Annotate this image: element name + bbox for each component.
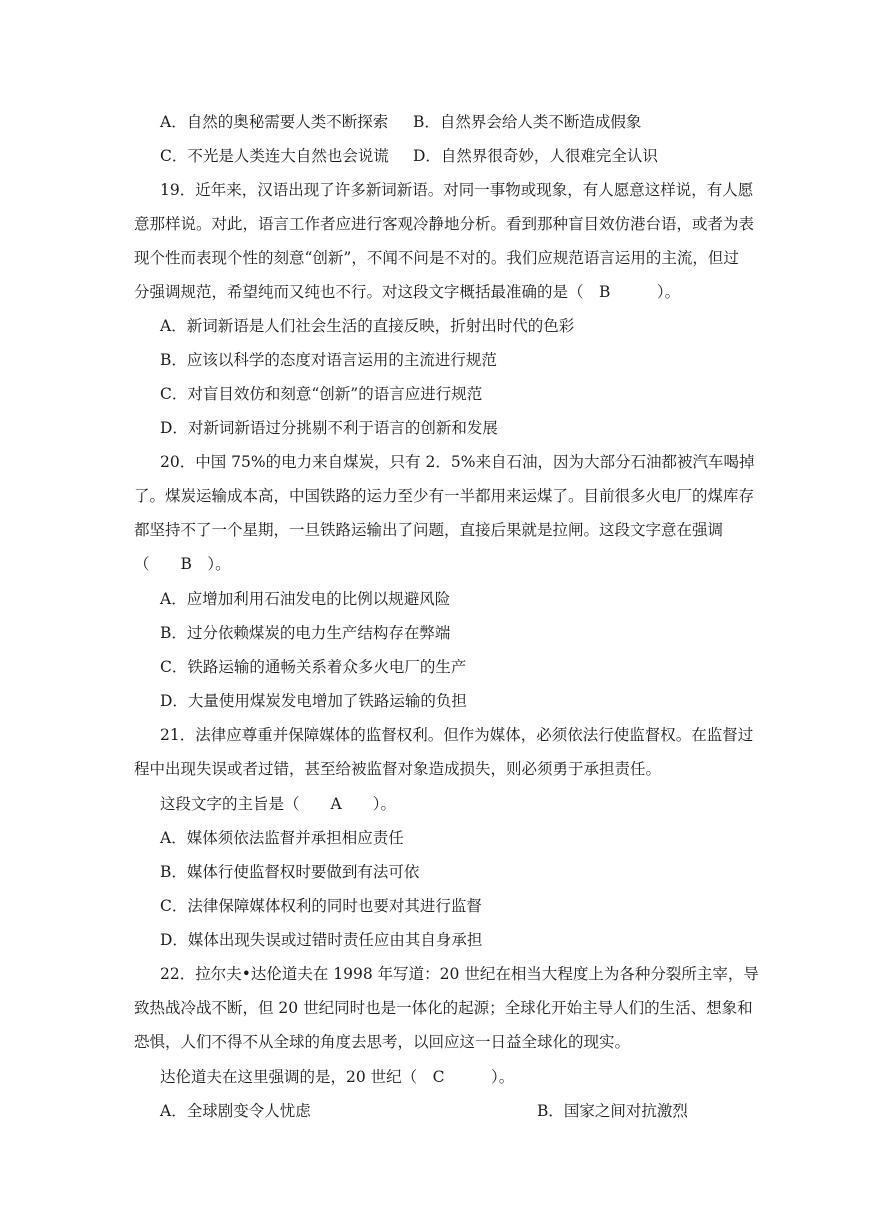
q21-option-a: A．媒体须依法监督并承担相应责任	[160, 829, 404, 847]
q22-option-a: A．全球剧变令人忧虑	[160, 1102, 311, 1120]
q18-option-a: A．自然的奥秘需要人类不断探索	[160, 113, 389, 131]
q21-line-3: 这段文字的主旨是（ A ）。	[160, 795, 396, 813]
q22-option-b: B．国家之间对抗激烈	[537, 1102, 688, 1120]
q19-line-4: 分强调规范，希望纯而又纯也不行。对这段文字概括最准确的是（ B ）。	[134, 283, 681, 301]
q19-option-c: C．对盲目效仿和刻意“创新”的语言应进行规范	[160, 385, 483, 403]
q21-option-c: C．法律保障媒体权利的同时也要对其进行监督	[160, 897, 482, 915]
q19-line-2: 意那样说。对此，语言工作者应进行客观冷静地分析。看到那种盲目效仿港台语，或者为表	[134, 215, 755, 233]
q20-line-1: 20．中国 75%的电力来自煤炭，只有 2．5%来自石油，因为大部分石油都被汽车喝掉	[160, 453, 755, 471]
q22-line-2: 致热战冷战不断，但 20 世纪同时也是一体化的起源；全球化开始主导人们的生活、想象和	[134, 999, 753, 1017]
q18-option-d: D．自然界很奇妙，人很难完全认识	[413, 147, 658, 165]
q20-line-4: （ B ）。	[134, 555, 231, 573]
q21-option-b: B．媒体行使监督权时要做到有法可依	[160, 863, 420, 881]
q20-line-2: 了。煤炭运输成本高，中国铁路的运力至少有一半都用来运煤了。目前很多火电厂的煤库存	[134, 487, 755, 505]
q20-option-d: D．大量使用煤炭发电增加了铁路运输的负担	[160, 692, 467, 710]
q19-line-3: 现个性而表现个性的刻意“创新”，不闻不问是不对的。我们应规范语言运用的主流，但过	[134, 249, 739, 267]
q19-option-a: A．新词新语是人们社会生活的直接反映，折射出时代的色彩	[160, 317, 575, 335]
q20-option-a: A．应增加利用石油发电的比例以规避风险	[160, 590, 451, 608]
q22-line-3: 恐惧，人们不得不从全球的角度去思考，以回应这一日益全球化的现实。	[134, 1033, 631, 1051]
q22-line-1: 22．拉尔夫•达伦道夫在 1998 年写道：20 世纪在相当大程度上为各种分裂所主宰，导	[160, 965, 759, 983]
q18-option-b: B．自然界会给人类不断造成假象	[413, 113, 642, 131]
q20-line-3: 都坚持不了一个星期，一旦铁路运输出了问题，直接后果就是拉闸。这段文字意在强调	[134, 521, 724, 539]
q19-option-d: D．对新词新语过分挑剔不利于语言的创新和发展	[160, 419, 498, 437]
q19-option-b: B．应该以科学的态度对语言运用的主流进行规范	[160, 351, 497, 369]
q21-line-2: 程中出现失误或者过错，甚至给被监督对象造成损失，则必须勇于承担责任。	[134, 760, 662, 778]
q21-option-d: D．媒体出现失误或过错时责任应由其自身承担	[160, 931, 483, 949]
q18-option-c: C．不光是人类连大自然也会说谎	[160, 147, 389, 165]
q22-line-4: 达伦道夫在这里强调的是，20 世纪（ C ）。	[160, 1068, 515, 1086]
q21-line-1: 21．法律应尊重并保障媒体的监督权利。但作为媒体，必须依法行使监督权。在监督过	[160, 726, 754, 744]
q20-option-c: C．铁路运输的通畅关系着众多火电厂的生产	[160, 658, 467, 676]
q20-option-b: B．过分依赖煤炭的电力生产结构存在弊端	[160, 624, 451, 642]
q19-line-1: 19．近年来，汉语出现了许多新词新语。对同一事物或现象，有人愿意这样说，有人愿	[160, 181, 754, 199]
